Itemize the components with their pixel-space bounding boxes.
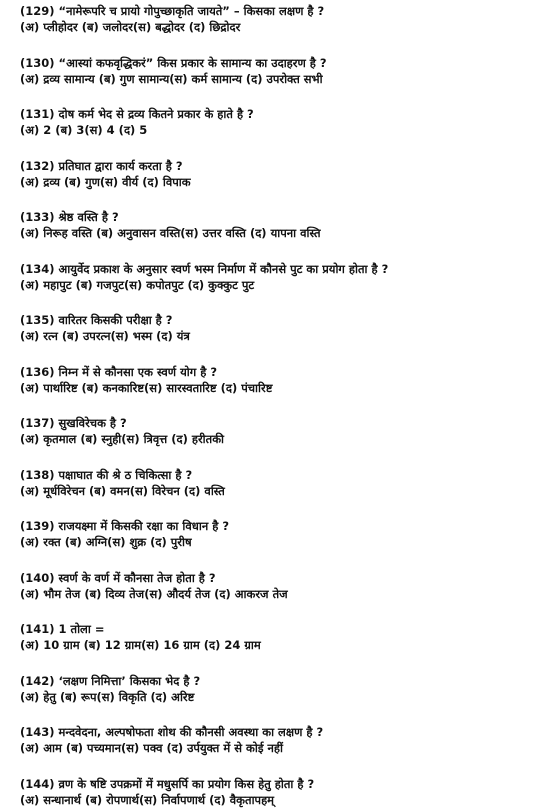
question-block xyxy=(20,56,545,87)
question-block xyxy=(20,210,545,241)
question-text: (131) दोष कर्म भेद से द्रव्य कितने प्रकार के हाते है ? xyxy=(20,107,254,121)
question-block xyxy=(20,777,545,808)
question-block xyxy=(20,159,545,190)
question-text: (135) वारितर किसकी परीक्षा है ? xyxy=(20,313,173,327)
question-block xyxy=(20,107,545,138)
question-text: (136) निम्न में से कौनसा एक स्वर्ण योग है ? xyxy=(20,364,218,379)
answer-options: (अ) महापुट (ब) गजपुट(स) कपोतपुट (द) कुक्कुट पुट xyxy=(20,277,255,292)
question-block xyxy=(20,571,545,602)
question-block xyxy=(20,725,545,756)
answer-options: (अ) पार्थारिष्ट (ब) कनकारिष्ट(स) सारस्वतारिष्ट (द) पंचारिष्ट xyxy=(20,380,273,395)
question-text: (133) श्रेष्ठ वस्ति है ? xyxy=(20,210,119,224)
question-text: (130) “आस्यां कफवृद्धिकरं” किस प्रकार के सामान्य का उदाहरण है ? xyxy=(20,55,327,70)
question-block xyxy=(20,313,545,344)
answer-options: (अ) प्लीहोदर (ब) जलोदर(स) बद्धोदर (द) छिद्रोदर xyxy=(20,20,241,34)
question-text: (139) राजयक्ष्मा में किसकी रक्षा का विधान है ? xyxy=(20,519,229,533)
question-text: (134) आयुर्वेद प्रकाश के अनुसार स्वर्ण भस्म निर्माण में कौनसे पुट का प्रयोग होता है ? xyxy=(20,261,389,276)
question-text: (137) सुखविरेचक है ? xyxy=(20,416,127,430)
question-text: (143) मन्दवेदना, अल्पषोफता शोथ की कौनसी अवस्था का लक्षण है ? xyxy=(20,725,324,739)
answer-options: (अ) रक्त (ब) अग्नि(स) शुक्र (द) पुरीष xyxy=(20,535,192,549)
question-text: (142) ‘लक्षण निमित्ता’ किसका भेद है ? xyxy=(20,673,201,688)
question-text: (140) स्वर्ण के वर्ण में कौनसा तेज होता है ? xyxy=(20,570,216,585)
question-text: (144) व्रण के षष्टि उपक्रमों में मधुसर्पि का प्रयोग किस हेतु होता है ? xyxy=(20,776,315,791)
question-block xyxy=(20,622,545,653)
question-text: (141) 1 तोला = xyxy=(20,622,105,636)
answer-options: (अ) कृतमाल (ब) स्नुही(स) त्रिवृत्त (द) हरीतकी xyxy=(20,432,225,446)
answer-options: (अ) हेतु (ब) रूप(स) विकृति (द) अरिष्ट xyxy=(20,689,195,704)
answer-options: (अ) रत्न (ब) उपरत्न(स) भस्म (द) यंत्र xyxy=(20,329,190,343)
question-text: (129) “नामेरूपरि च प्रायो गोपुच्छाकृति जायते” – किसका लक्षण है ? xyxy=(20,4,325,18)
answer-options: (अ) निरूह वस्ति (ब) अनुवासन वस्ति(स) उत्तर वस्ति (द) यापना वस्ति xyxy=(20,226,321,240)
question-block xyxy=(20,4,545,35)
answer-options: (अ) सन्धानार्थ (ब) रोपणार्थ(स) निर्वापणार्थ (द) वैकृतापहम् xyxy=(20,792,275,807)
answer-options: (अ) आम (ब) पच्यमान(स) पक्व (द) उर्पयुक्त में से कोई नहीं xyxy=(20,741,283,755)
question-block xyxy=(20,416,545,447)
question-block xyxy=(20,519,545,550)
answer-options: (अ) 10 ग्राम (ब) 12 ग्राम(स) 16 ग्राम (द) 24 ग्राम xyxy=(20,638,261,652)
answer-options: (अ) भौम तेज (ब) दिव्य तेज(स) औदर्य तेज (द) आकरज तेज xyxy=(20,586,288,601)
question-text: (132) प्रतिघात द्वारा कार्य करता है ? xyxy=(20,158,183,173)
question-block xyxy=(20,674,545,705)
question-block xyxy=(20,468,545,499)
answer-options: (अ) 2 (ब) 3(स) 4 (द) 5 xyxy=(20,123,148,137)
answer-options: (अ) द्रव्य (ब) गुण(स) वीर्य (द) विपाक xyxy=(20,174,191,189)
question-block xyxy=(20,262,545,293)
question-text: (138) पक्षाघात की श्रे ठ चिकित्सा है ? xyxy=(20,467,193,482)
question-block xyxy=(20,365,545,396)
answer-options: (अ) मूर्धविरेचन (ब) वमन(स) विरेचन (द) वस्ति xyxy=(20,483,225,498)
answer-options: (अ) द्रव्य सामान्य (ब) गुण सामान्य(स) कर्म सामान्य (द) उपरोक्त सभी xyxy=(20,71,323,86)
